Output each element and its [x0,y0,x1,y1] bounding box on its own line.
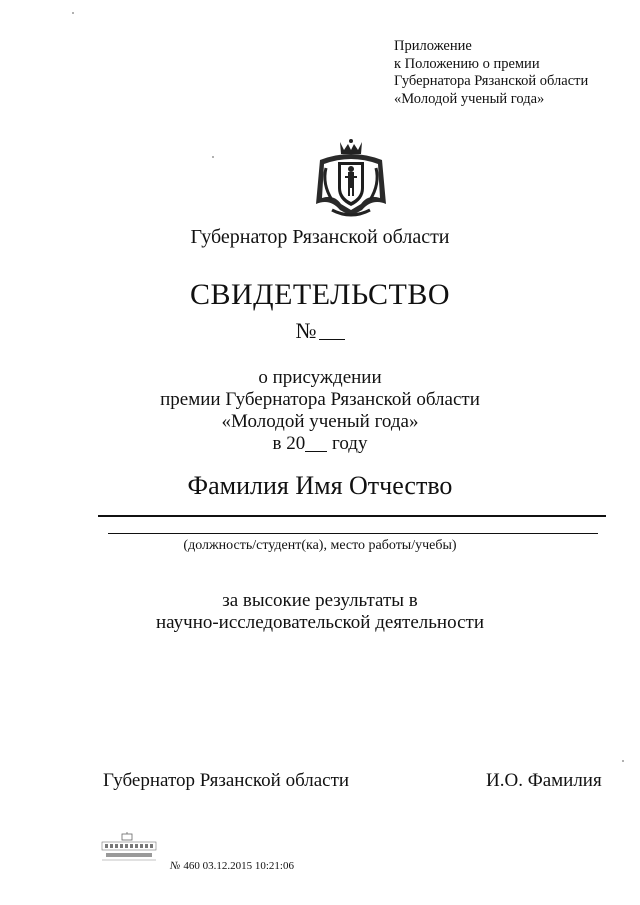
reason-line: научно-исследовательской деятельности [156,612,484,633]
award-line: «Молодой ученый года» [221,411,419,432]
issuer: Губернатор Рязанской области [190,226,450,248]
award-year [0,433,640,455]
position-caption: (должность/студент(ка), место работы/учебы) [183,538,457,553]
appendix-line: «Молодой ученый года» [394,90,545,107]
appendix-line: Приложение [394,38,472,54]
year-prefix: в 20 [272,433,306,454]
award-description [0,367,640,455]
award-line: премии Губернатора Рязанской области [160,389,480,410]
appendix-line: к Положению о премии [394,55,540,72]
recipient-name: Фамилия Имя Отчество [187,471,453,500]
document-number [0,318,640,344]
appendix-note [394,38,588,108]
reason-line: за высокие результаты в [222,590,418,611]
year-suffix: году [332,433,368,454]
scan-speck [212,156,214,158]
underline [98,515,606,517]
signatory-title: Губернатор Рязанской области [103,770,350,791]
registration-line [170,860,294,872]
stamp-icon [100,832,158,862]
number-blank [319,321,345,340]
award-reason [0,590,640,634]
year-blank [305,435,327,452]
registration-text: 460 03.12.2015 10:21:06 [183,860,294,872]
number-sign: № [295,318,317,343]
signatory-name: И.О. Фамилия [486,770,602,791]
document-title: СВИДЕТЕЛЬСТВО [189,278,451,311]
coat-of-arms-icon [312,138,390,220]
appendix-line: Губернатора Рязанской области [394,73,589,89]
registration-no-sign: № [170,860,181,872]
scan-speck [72,12,74,14]
scan-speck [622,760,624,762]
award-line: о присуждении [258,367,382,388]
underline [108,533,598,534]
